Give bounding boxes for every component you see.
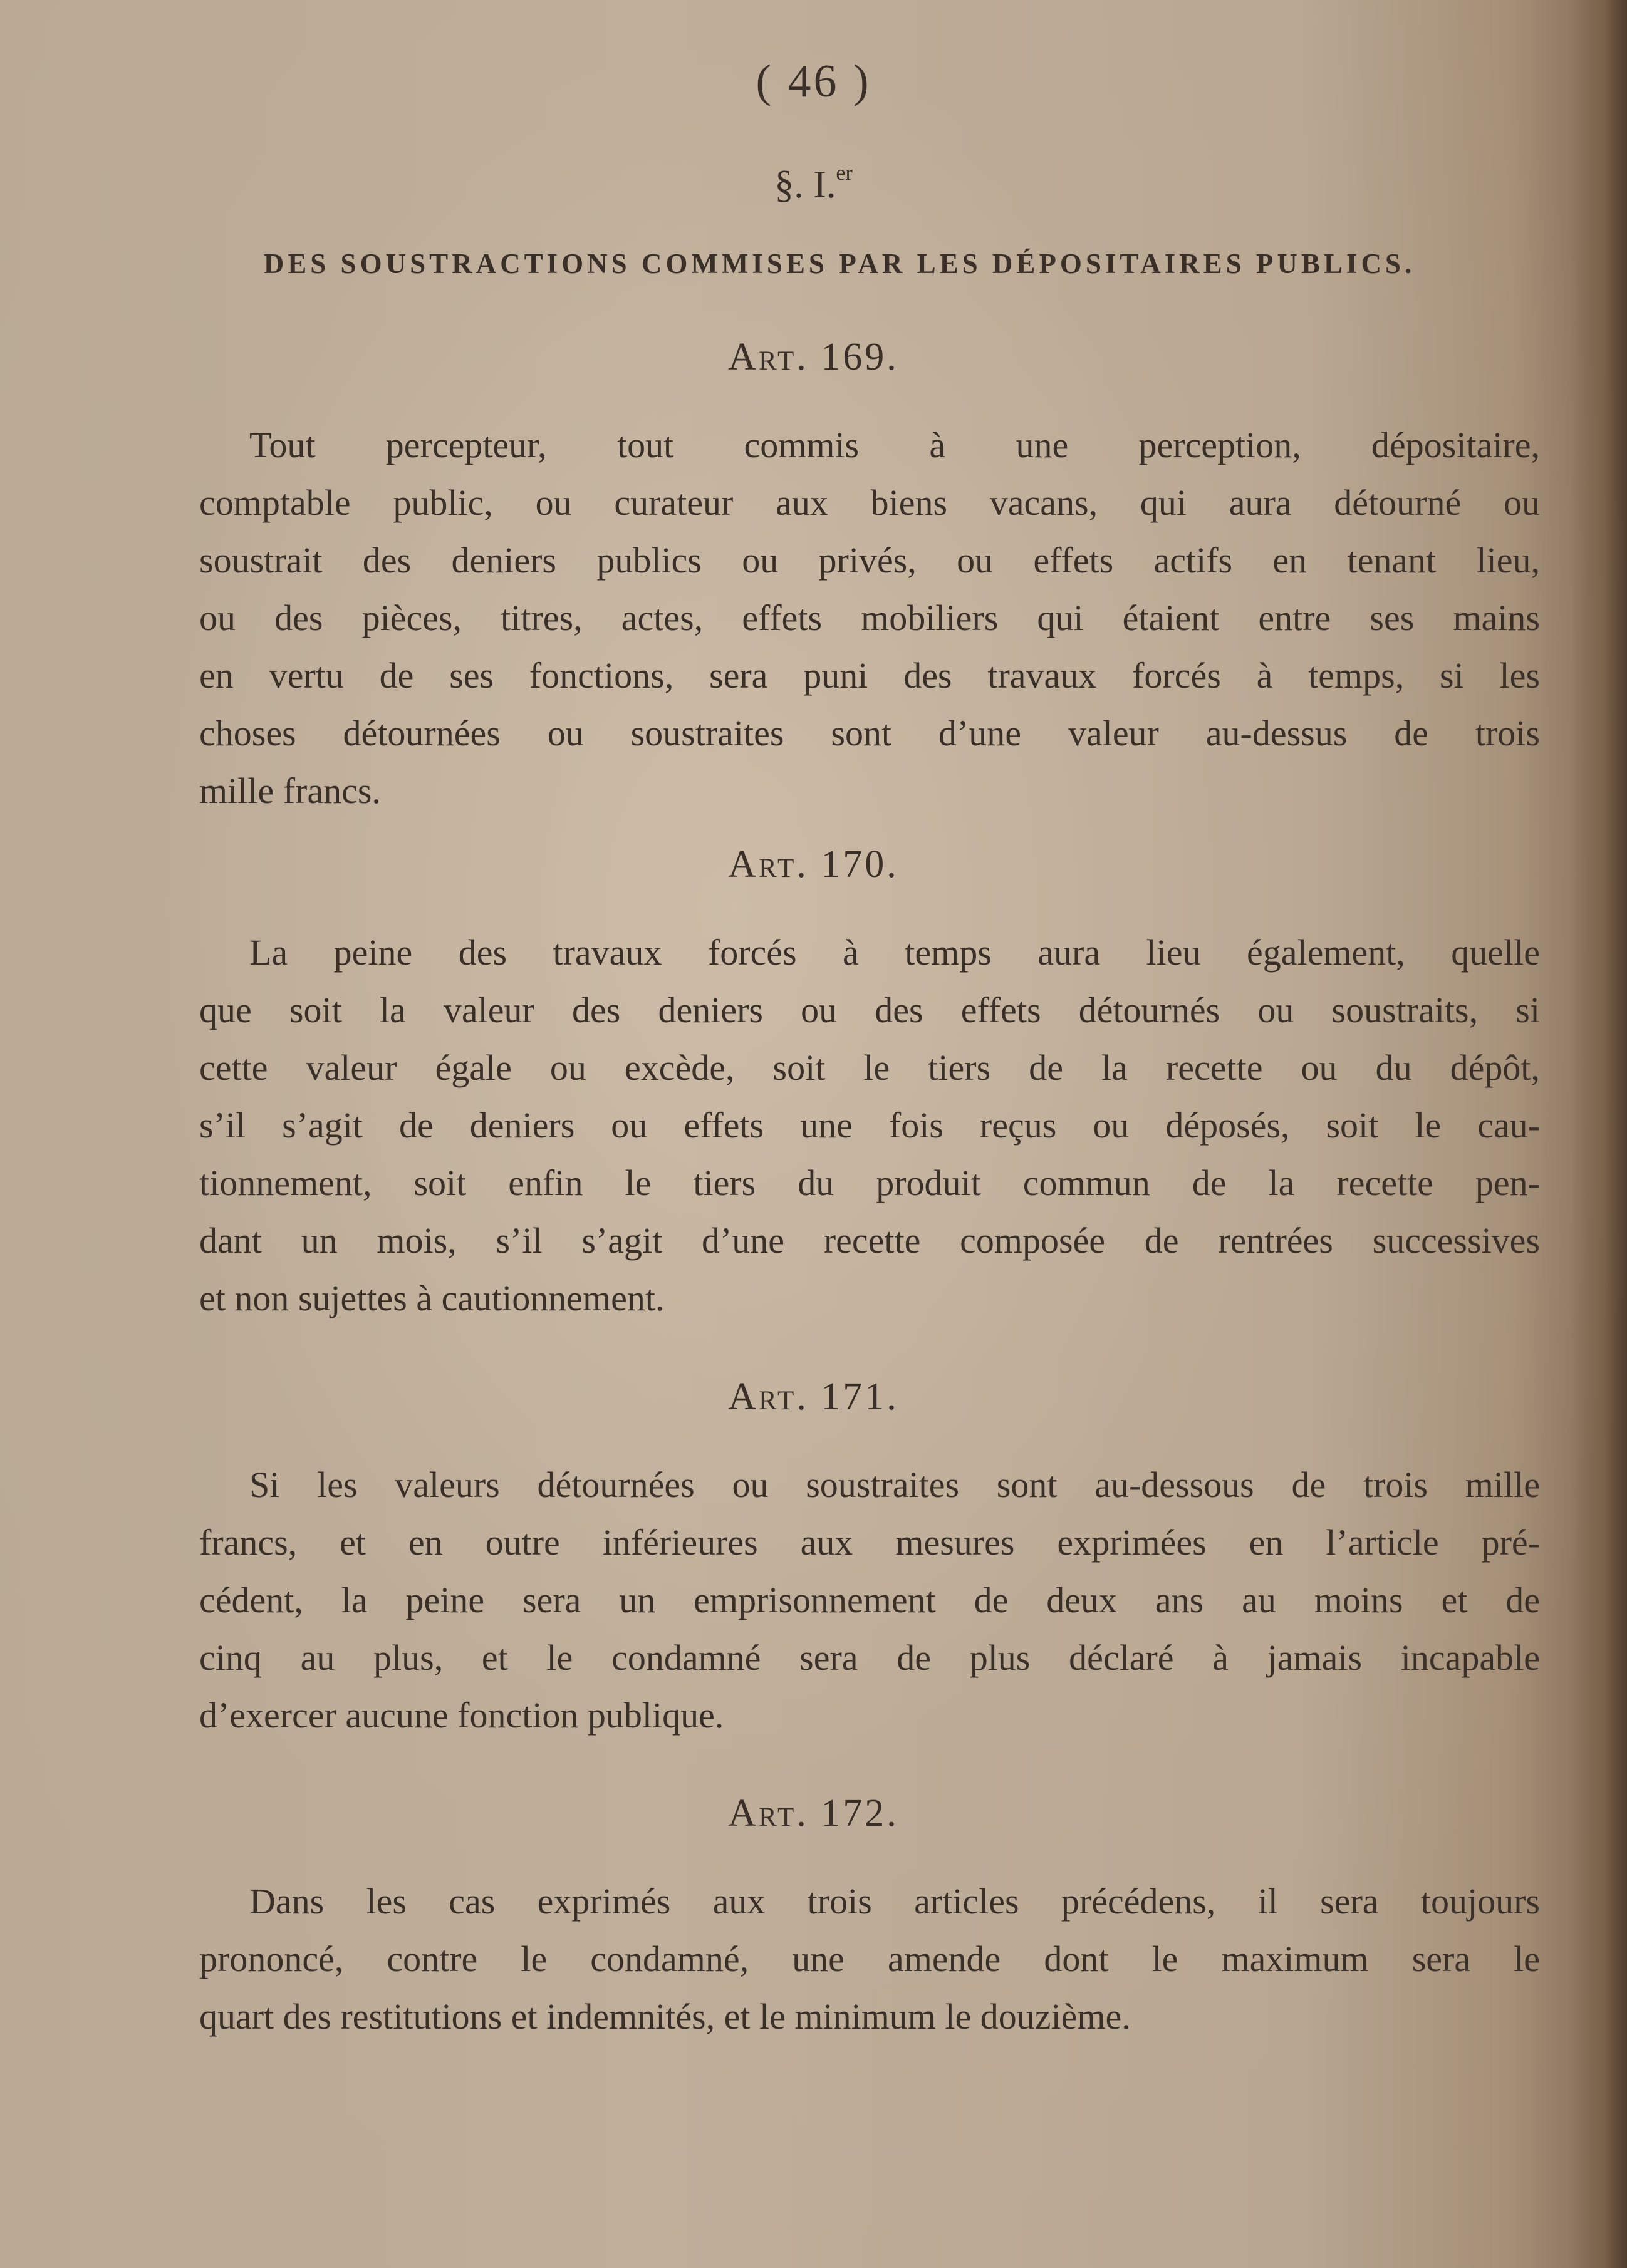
text-line: dant un mois, s’il s’agit d’une recette composée de rentrées successives: [199, 1220, 1540, 1261]
text-line: choses détournées ou soustraites sont d’une valeur au-dessus de trois: [199, 713, 1540, 753]
article-169-body: [199, 417, 1540, 820]
page-number: ( 46 ): [756, 56, 871, 107]
text-line: comptable public, ou curateur aux biens vacans, qui aura détourné ou: [199, 482, 1540, 523]
section-mark-label: §. I.: [774, 163, 836, 206]
text-line: mille francs.: [199, 770, 381, 811]
text-line: Dans les cas exprimés aux trois articles précédens, il sera toujours: [249, 1881, 1540, 1922]
text-line: que soit la valeur des deniers ou des effets détournés ou soustraits, si: [199, 990, 1540, 1030]
section-title: DES SOUSTRACTIONS COMMISES PAR LES DÉPOSITAIRES PUBLICS.: [263, 248, 1416, 279]
text-line: s’il s’agit de deniers ou effets une fois reçus ou déposés, soit le cau-: [199, 1105, 1540, 1146]
text-line: Tout percepteur, tout commis à une perception, dépositaire,: [249, 425, 1540, 465]
text-line: ou des pièces, titres, actes, effets mobiliers qui étaient entre ses mains: [199, 598, 1540, 638]
text-line: soustrait des deniers publics ou privés, ou effets actifs en tenant lieu,: [199, 540, 1540, 581]
text-line: en vertu de ses fonctions, sera puni des travaux forcés à temps, si les: [199, 655, 1540, 696]
article-172-body: [199, 1873, 1540, 2046]
article-171-heading: Art. 171.: [728, 1375, 899, 1418]
text-line: cinq au plus, et le condamné sera de plus déclaré à jamais incapable: [199, 1637, 1540, 1678]
article-172-heading: Art. 172.: [728, 1792, 899, 1835]
article-171-body: [199, 1456, 1540, 1744]
text-line: et non sujettes à cautionnement.: [199, 1278, 665, 1318]
text-line: d’exercer aucune fonction publique.: [199, 1695, 724, 1736]
text-line: cette valeur égale ou excède, soit le tiers de la recette ou du dépôt,: [199, 1047, 1540, 1088]
section-mark: [0, 162, 1627, 207]
section-mark-superscript: er: [836, 162, 853, 185]
text-line: francs, et en outre inférieures aux mesures exprimées en l’article pré-: [199, 1522, 1540, 1563]
article-169-heading: Art. 169.: [728, 336, 899, 378]
text-line: Si les valeurs détournées ou soustraites sont au-dessous de trois mille: [249, 1464, 1540, 1505]
article-170-heading: Art. 170.: [728, 843, 899, 886]
article-170-body: [199, 924, 1540, 1327]
text-line: La peine des travaux forcés à temps aura lieu également, quelle: [249, 932, 1540, 973]
text-line: tionnement, soit enfin le tiers du produit commun de la recette pen-: [199, 1162, 1540, 1203]
text-line: quart des restitutions et indemnités, et le minimum le douzième.: [199, 1996, 1131, 2037]
text-line: cédent, la peine sera un emprisonnement de deux ans au moins et de: [199, 1580, 1540, 1620]
text-line: prononcé, contre le condamné, une amende dont le maximum sera le: [199, 1939, 1540, 1979]
